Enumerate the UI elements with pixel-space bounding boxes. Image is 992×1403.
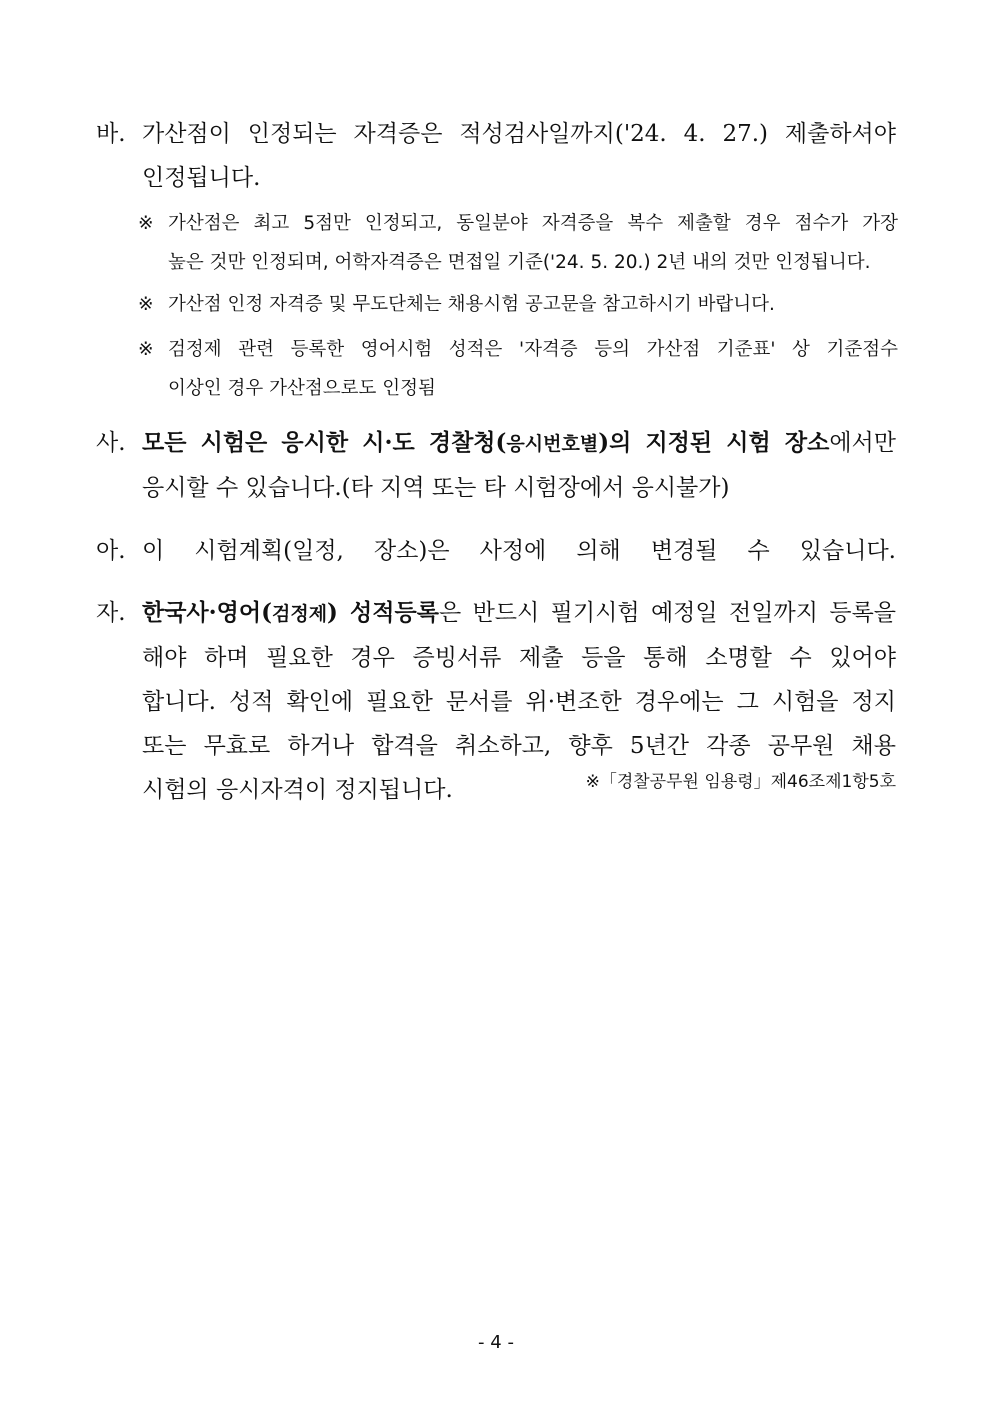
item-line: 시험의 응시자격이 정지됩니다.: [142, 777, 453, 803]
note-2: [138, 285, 898, 324]
emphasis-text: 한국사·영어(: [142, 599, 272, 626]
item-line: 이 시험계획(일정, 장소)은 사정에 의해 변경될 수 있습니다.: [142, 538, 896, 564]
plain-text: 에서만: [829, 430, 896, 456]
item-marker: 사.: [96, 430, 126, 456]
item-line: 가산점이 인정되는 자격증은 적성검사일까지('24. 4. 27.) 제출하셔야: [142, 121, 896, 147]
note-line: 가산점은 최고 5점만 인정되고, 동일분야 자격증을 복수 제출할 경우 점수가 가장: [168, 213, 898, 234]
item-a: [96, 529, 896, 573]
plain-text: 은 반드시 필기시험 예정일 전일까지 등록을: [438, 600, 897, 626]
page-number: - 4 -: [478, 1332, 514, 1353]
item-body: [142, 529, 896, 573]
item-line: [142, 421, 896, 466]
reference-mark: ※: [138, 294, 154, 315]
emphasis-small-text: 응시번호별: [506, 433, 599, 455]
item-body: [142, 591, 896, 812]
item-line: 응시할 수 있습니다.(타 지역 또는 타 시험장에서 응시불가): [142, 475, 730, 501]
item-ja: [96, 591, 896, 812]
legal-citation: ※「경찰공무원 임용령」제46조제1항5호: [585, 772, 896, 792]
emphasis-text: )의 지정된 시험 장소: [598, 429, 830, 456]
item-marker: 바.: [96, 121, 126, 147]
item-line: 합니다. 성적 확인에 필요한 문서를 위·변조한 경우에는 그 시험을 정지: [142, 689, 896, 715]
item-line: 인정됩니다.: [142, 165, 261, 191]
note-3: [138, 330, 898, 408]
item-marker: 아.: [96, 538, 126, 564]
note-line: 검정제 관련 등록한 영어시험 성적은 '자격증 등의 가산점 기준표' 상 기준점수: [168, 339, 898, 360]
note-line: 높은 것만 인정되며, 어학자격증은 면접일 기준('24. 5. 20.) 2년 내의 것만 인정됩니다.: [168, 252, 871, 273]
reference-mark: ※: [138, 339, 154, 360]
item-line: [142, 591, 896, 636]
item-marker: 자.: [96, 600, 126, 626]
emphasis-text: ) 성적등록: [327, 599, 439, 626]
note-line: 이상인 경우 가산점으로도 인정됨: [168, 378, 436, 399]
item-body: [142, 112, 896, 200]
item-line: 또는 무효로 하거나 합격을 취소하고, 향후 5년간 각종 공무원 채용: [142, 733, 896, 759]
item-ba: [96, 112, 896, 200]
emphasis-text: 모든 시험은 응시한 시·도 경찰청(: [142, 429, 507, 456]
item-body: [142, 421, 896, 510]
reference-mark: ※: [138, 213, 154, 234]
emphasis-small-text: 검정제: [271, 603, 328, 625]
note-line: 가산점 인정 자격증 및 무도단체는 채용시험 공고문을 참고하시기 바랍니다.: [168, 294, 775, 315]
item-sa: [96, 421, 896, 510]
item-line: 해야 하며 필요한 경우 증빙서류 제출 등을 통해 소명할 수 있어야: [142, 645, 896, 671]
note-1: [138, 204, 898, 282]
